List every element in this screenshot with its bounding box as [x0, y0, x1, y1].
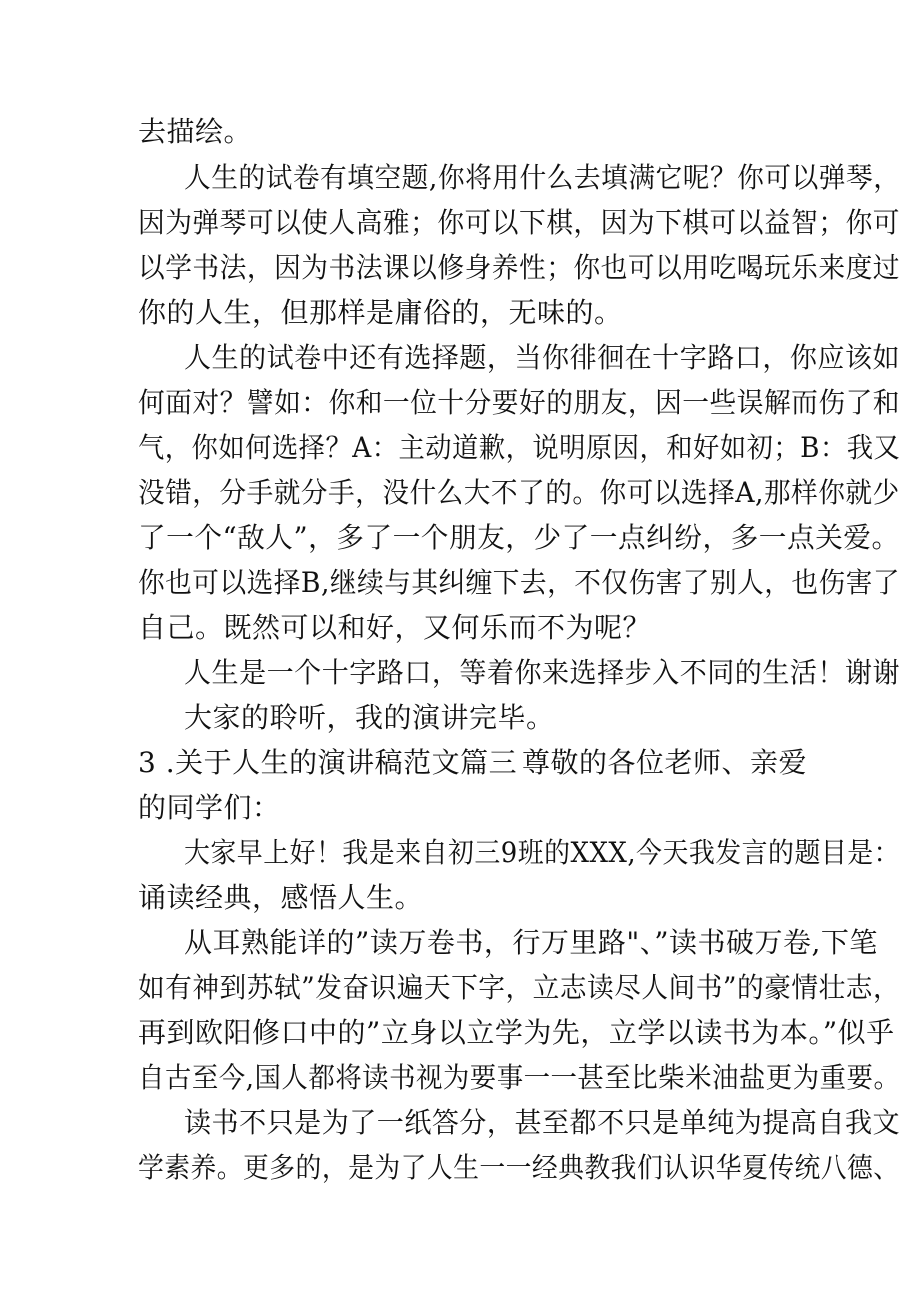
text-line: 的同学们： — [138, 791, 281, 824]
text-line: 学素养。更多的，是为了人生一一经典教我们认识华夏传统八德、 — [138, 1151, 900, 1184]
text-line: 人生是一个十字路口，等着你来选择步入不同的生活！谢谢 — [184, 656, 901, 689]
text-line: 没错，分手就分手，没什么大不了的。你可以选择A,那样你就少 — [138, 476, 900, 509]
text-line: 大家的聆听，我的演讲完毕。 — [184, 701, 555, 734]
text-line: 以学书法，因为书法课以修身养性；你也可以用吃喝玩乐来度过 — [138, 251, 901, 284]
text-line: 人生的试卷有填空题,你将用什么去填满它呢？你可以弹琴， — [184, 161, 901, 194]
text-line: 自古至今,国人都将读书视为要事一一甚至比柴米油盐更为重要。 — [138, 1061, 901, 1094]
text-line: 你也可以选择B,继续与其纠缠下去，不仅伤害了别人，也伤害了 — [138, 566, 900, 599]
text-line: 再到欧阳修口中的”立身以立学为先，立学以读书为本。”似乎 — [138, 1016, 895, 1049]
text-line: 读书不只是为了一纸答分，甚至都不只是单纯为提高自我文 — [184, 1106, 901, 1139]
text-line: 从耳熟能详的”读万卷书，行万里路"、”读书破万卷,下笔 — [184, 926, 878, 959]
section-heading-continued: 尊敬的各位老师、亲爱 — [522, 746, 808, 779]
text-line: 诵读经典，感悟人生。 — [138, 881, 424, 914]
text-line: 人生的试卷中还有选择题，当你徘徊在十字路口，你应该如 — [184, 341, 901, 374]
text-line: 了一个“敌人”，多了一个朋友，少了一点纠纷，多一点关爱。 — [138, 521, 900, 554]
text-line: 如有神到苏轼”发奋识遍天下字，立志读尽人间书”的豪情壮志， — [138, 971, 901, 1004]
text-line: 气，你如何选择？A：主动道歉，说明原因，和好如初；B：我又 — [138, 431, 901, 464]
text-line: 自己。既然可以和好，又何乐而不为呢？ — [138, 611, 652, 644]
section-heading: 3 .关于人生的演讲稿范文篇三 — [138, 746, 518, 779]
text-line: 何面对？譬如：你和一位十分要好的朋友，因一些误解而伤了和 — [138, 386, 901, 419]
text-line: 大家早上好！我是来自初三9班的XXX,今天我发言的题目是： — [184, 836, 901, 869]
text-line: 你的人生，但那样是庸俗的，无味的。 — [138, 296, 623, 329]
text-line: 去描绘。 — [138, 115, 253, 148]
text-line: 因为弹琴可以使人高雅；你可以下棋，因为下棋可以益智；你可 — [138, 206, 901, 239]
